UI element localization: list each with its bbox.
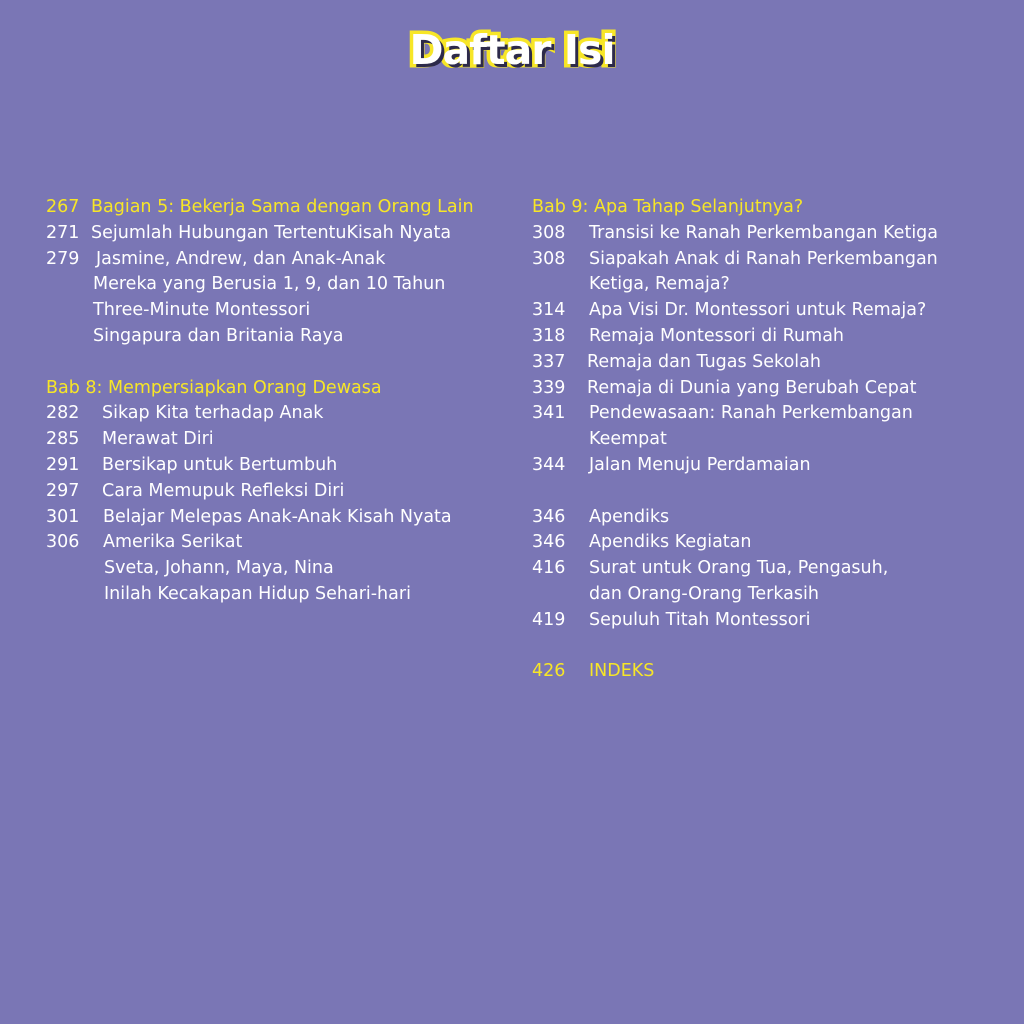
toc-entry bbox=[46, 401, 516, 427]
toc-page-number: 291 bbox=[46, 454, 80, 475]
toc-entry bbox=[532, 556, 1002, 582]
toc-entry bbox=[532, 195, 1002, 221]
toc-page-number: 271 bbox=[46, 222, 80, 243]
toc-section-heading: Bab 9: Apa Tahap Selanjutnya? bbox=[532, 197, 804, 217]
toc-entry-title: Sejumlah Hubungan TertentuKisah Nyata bbox=[91, 222, 452, 243]
toc-entry-title: Three-Minute Montessori bbox=[93, 300, 311, 321]
toc-page-number: 344 bbox=[532, 454, 566, 475]
toc-entry bbox=[532, 324, 1002, 350]
toc-entry-title: Siapakah Anak di Ranah Perkembangan bbox=[589, 248, 938, 269]
toc-page-number: 339 bbox=[532, 377, 566, 398]
toc-entry-title: Surat untuk Orang Tua, Pengasuh, bbox=[589, 558, 889, 579]
toc-entry-title: Jalan Menuju Perdamaian bbox=[589, 454, 811, 475]
toc-entry-title: Singapura dan Britania Raya bbox=[93, 325, 344, 346]
toc-entry-title: Sikap Kita terhadap Anak bbox=[102, 403, 324, 424]
toc-entry bbox=[532, 427, 1002, 453]
toc-entry-title: Sepuluh Titah Montessori bbox=[589, 609, 811, 630]
toc-entry bbox=[532, 608, 1002, 634]
toc-entry bbox=[532, 350, 1002, 376]
toc-entry bbox=[532, 247, 1002, 273]
toc-entry-title: Jasmine, Andrew, dan Anak-Anak bbox=[96, 248, 386, 269]
toc-page-number: 346 bbox=[532, 532, 566, 553]
toc-entry-title: Inilah Kecakapan Hidup Sehari-hari bbox=[104, 583, 411, 604]
toc-entry bbox=[46, 376, 516, 402]
toc-entry bbox=[46, 505, 516, 531]
toc-entry bbox=[532, 505, 1002, 531]
toc-entry-title: Belajar Melepas Anak-Anak Kisah Nyata bbox=[103, 506, 452, 527]
toc-entry-title: dan Orang-Orang Terkasih bbox=[589, 583, 819, 604]
toc-entry bbox=[532, 376, 1002, 402]
toc-entry bbox=[46, 530, 516, 556]
toc-entry bbox=[46, 427, 516, 453]
toc-entry bbox=[532, 272, 1002, 298]
toc-entry-title: Pendewasaan: Ranah Perkembangan bbox=[589, 403, 913, 424]
toc-section-heading: INDEKS bbox=[589, 661, 655, 682]
toc-spacer bbox=[532, 479, 1002, 505]
toc-entry bbox=[532, 298, 1002, 324]
toc-page-number: 308 bbox=[532, 222, 566, 243]
toc-entry-title: Keempat bbox=[589, 429, 667, 450]
toc-entry bbox=[532, 530, 1002, 556]
toc-entry bbox=[532, 582, 1002, 608]
toc-entry-title: Remaja dan Tugas Sekolah bbox=[587, 351, 821, 372]
toc-entry bbox=[532, 401, 1002, 427]
toc-entry bbox=[46, 479, 516, 505]
toc-page-number: 301 bbox=[46, 506, 80, 527]
toc-entry-title: Sveta, Johann, Maya, Nina bbox=[104, 558, 334, 579]
toc-entry bbox=[532, 453, 1002, 479]
toc-entry-title: Amerika Serikat bbox=[103, 532, 243, 553]
toc-entry bbox=[46, 195, 516, 221]
toc-entry bbox=[46, 324, 516, 350]
page-title: Daftar Isi bbox=[409, 26, 615, 74]
toc-page-number: 279 bbox=[46, 248, 80, 269]
toc-page-number: 346 bbox=[532, 506, 566, 527]
toc-entry bbox=[532, 659, 1002, 685]
toc-page-number: 306 bbox=[46, 532, 80, 553]
toc-entry-title: Apa Visi Dr. Montessori untuk Remaja? bbox=[589, 300, 927, 321]
toc-page-number: 308 bbox=[532, 248, 566, 269]
toc-page-number: 341 bbox=[532, 403, 566, 424]
toc-entry-title: Merawat Diri bbox=[102, 429, 214, 450]
toc-entry bbox=[532, 221, 1002, 247]
toc-entry bbox=[46, 582, 516, 608]
toc-page-number: 318 bbox=[532, 325, 566, 346]
toc-entry bbox=[46, 221, 516, 247]
toc-right-column bbox=[532, 195, 1002, 685]
toc-spacer bbox=[46, 350, 516, 376]
toc-page-number: 297 bbox=[46, 480, 80, 501]
toc-page-number: 267 bbox=[46, 197, 80, 217]
toc-page-number: 285 bbox=[46, 429, 80, 450]
toc-entry-title: Transisi ke Ranah Perkembangan Ketiga bbox=[589, 222, 939, 243]
toc-spacer bbox=[532, 634, 1002, 660]
toc-entry bbox=[46, 453, 516, 479]
toc-entry-title: Ketiga, Remaja? bbox=[589, 274, 730, 295]
toc-entry bbox=[46, 556, 516, 582]
toc-entry-title: Mereka yang Berusia 1, 9, dan 10 Tahun bbox=[93, 274, 446, 295]
toc-page-number: 419 bbox=[532, 609, 566, 630]
toc-page-number: 314 bbox=[532, 300, 566, 321]
toc-entry bbox=[46, 247, 516, 273]
toc-section-heading: Bab 8: Mempersiapkan Orang Dewasa bbox=[46, 377, 382, 398]
toc-section-heading: Bagian 5: Bekerja Sama dengan Orang Lain bbox=[91, 197, 474, 217]
toc-left-column bbox=[46, 195, 516, 608]
toc-entry-title: Apendiks Kegiatan bbox=[589, 532, 752, 553]
toc-entry-title: Remaja Montessori di Rumah bbox=[589, 325, 845, 346]
toc-entry-title: Bersikap untuk Bertumbuh bbox=[102, 454, 338, 475]
toc-page-number: 416 bbox=[532, 558, 566, 579]
toc-page-number: 337 bbox=[532, 351, 566, 372]
toc-entry bbox=[46, 298, 516, 324]
toc-entry-title: Remaja di Dunia yang Berubah Cepat bbox=[587, 377, 917, 398]
toc-page-number: 426 bbox=[532, 661, 566, 682]
toc-entry-title: Cara Memupuk Refleksi Diri bbox=[102, 480, 345, 501]
toc-page-number: 282 bbox=[46, 403, 80, 424]
toc-entry-title: Apendiks bbox=[589, 506, 670, 527]
toc-entry bbox=[46, 272, 516, 298]
